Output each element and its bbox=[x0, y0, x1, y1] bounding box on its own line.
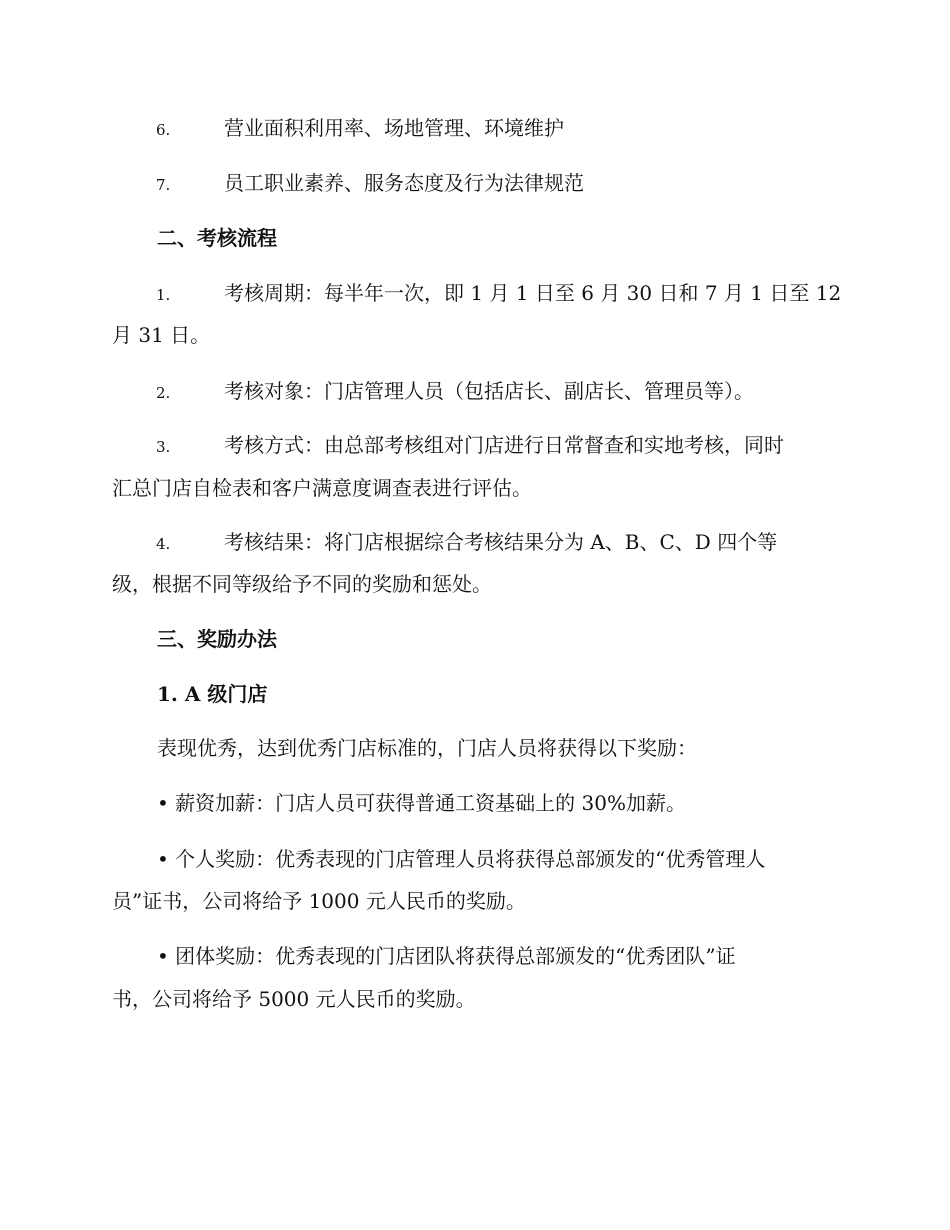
process-item-3-line1 bbox=[112, 431, 836, 461]
list-item-6 bbox=[112, 114, 836, 144]
list-text: 考核对象：门店管理人员（包括店长、副店长、管理员等）。 bbox=[224, 379, 754, 403]
rewards-intro: 表现优秀，达到优秀门店标准的，门店人员将获得以下奖励： bbox=[157, 736, 697, 760]
bullet-individual-award-line2: 员”证书，公司将给予 1000 元人民币的奖励。 bbox=[112, 889, 526, 913]
bullet-team-award-line1: • 团体奖励：优秀表现的门店团队将获得总部颁发的“优秀团队”证 bbox=[157, 944, 736, 968]
section-heading-process: 二、考核流程 bbox=[157, 226, 277, 250]
list-number: 4. bbox=[156, 535, 171, 553]
process-item-2 bbox=[112, 377, 836, 407]
list-text: 考核周期：每半年一次，即 1 月 1 日至 6 月 30 日和 7 月 1 日至 12 bbox=[224, 281, 842, 305]
list-text: 员工职业素养、服务态度及行为法律规范 bbox=[224, 171, 584, 195]
list-number: 1. bbox=[156, 286, 171, 304]
bullet-salary-raise: • 薪资加薪：门店人员可获得普通工资基础上的 30%加薪。 bbox=[157, 791, 686, 815]
process-item-3-line2: 汇总门店自检表和客户满意度调查表进行评估。 bbox=[112, 476, 532, 500]
process-item-1-line1 bbox=[112, 279, 842, 309]
process-item-1-line2: 月 31 日。 bbox=[112, 323, 211, 347]
list-number: 7. bbox=[156, 176, 171, 194]
subheading-a-level-store: 1. A 级门店 bbox=[157, 682, 268, 706]
list-item-7 bbox=[112, 169, 836, 199]
list-number: 2. bbox=[156, 384, 171, 402]
process-item-4-line1 bbox=[112, 528, 836, 558]
list-number: 6. bbox=[156, 121, 171, 139]
process-item-4-line2: 级，根据不同等级给予不同的奖励和惩处。 bbox=[112, 572, 492, 596]
list-text: 营业面积利用率、场地管理、环境维护 bbox=[224, 116, 564, 140]
list-number: 3. bbox=[156, 438, 171, 456]
list-text: 考核结果：将门店根据综合考核结果分为 A、B、C、D 四个等 bbox=[224, 530, 778, 554]
bullet-individual-award-line1: • 个人奖励：优秀表现的门店管理人员将获得总部颁发的“优秀管理人 bbox=[157, 847, 766, 871]
list-text: 考核方式：由总部考核组对门店进行日常督查和实地考核，同时 bbox=[224, 433, 784, 457]
section-heading-rewards: 三、奖励办法 bbox=[157, 627, 277, 651]
bullet-team-award-line2: 书，公司将给予 5000 元人民币的奖励。 bbox=[112, 987, 476, 1011]
